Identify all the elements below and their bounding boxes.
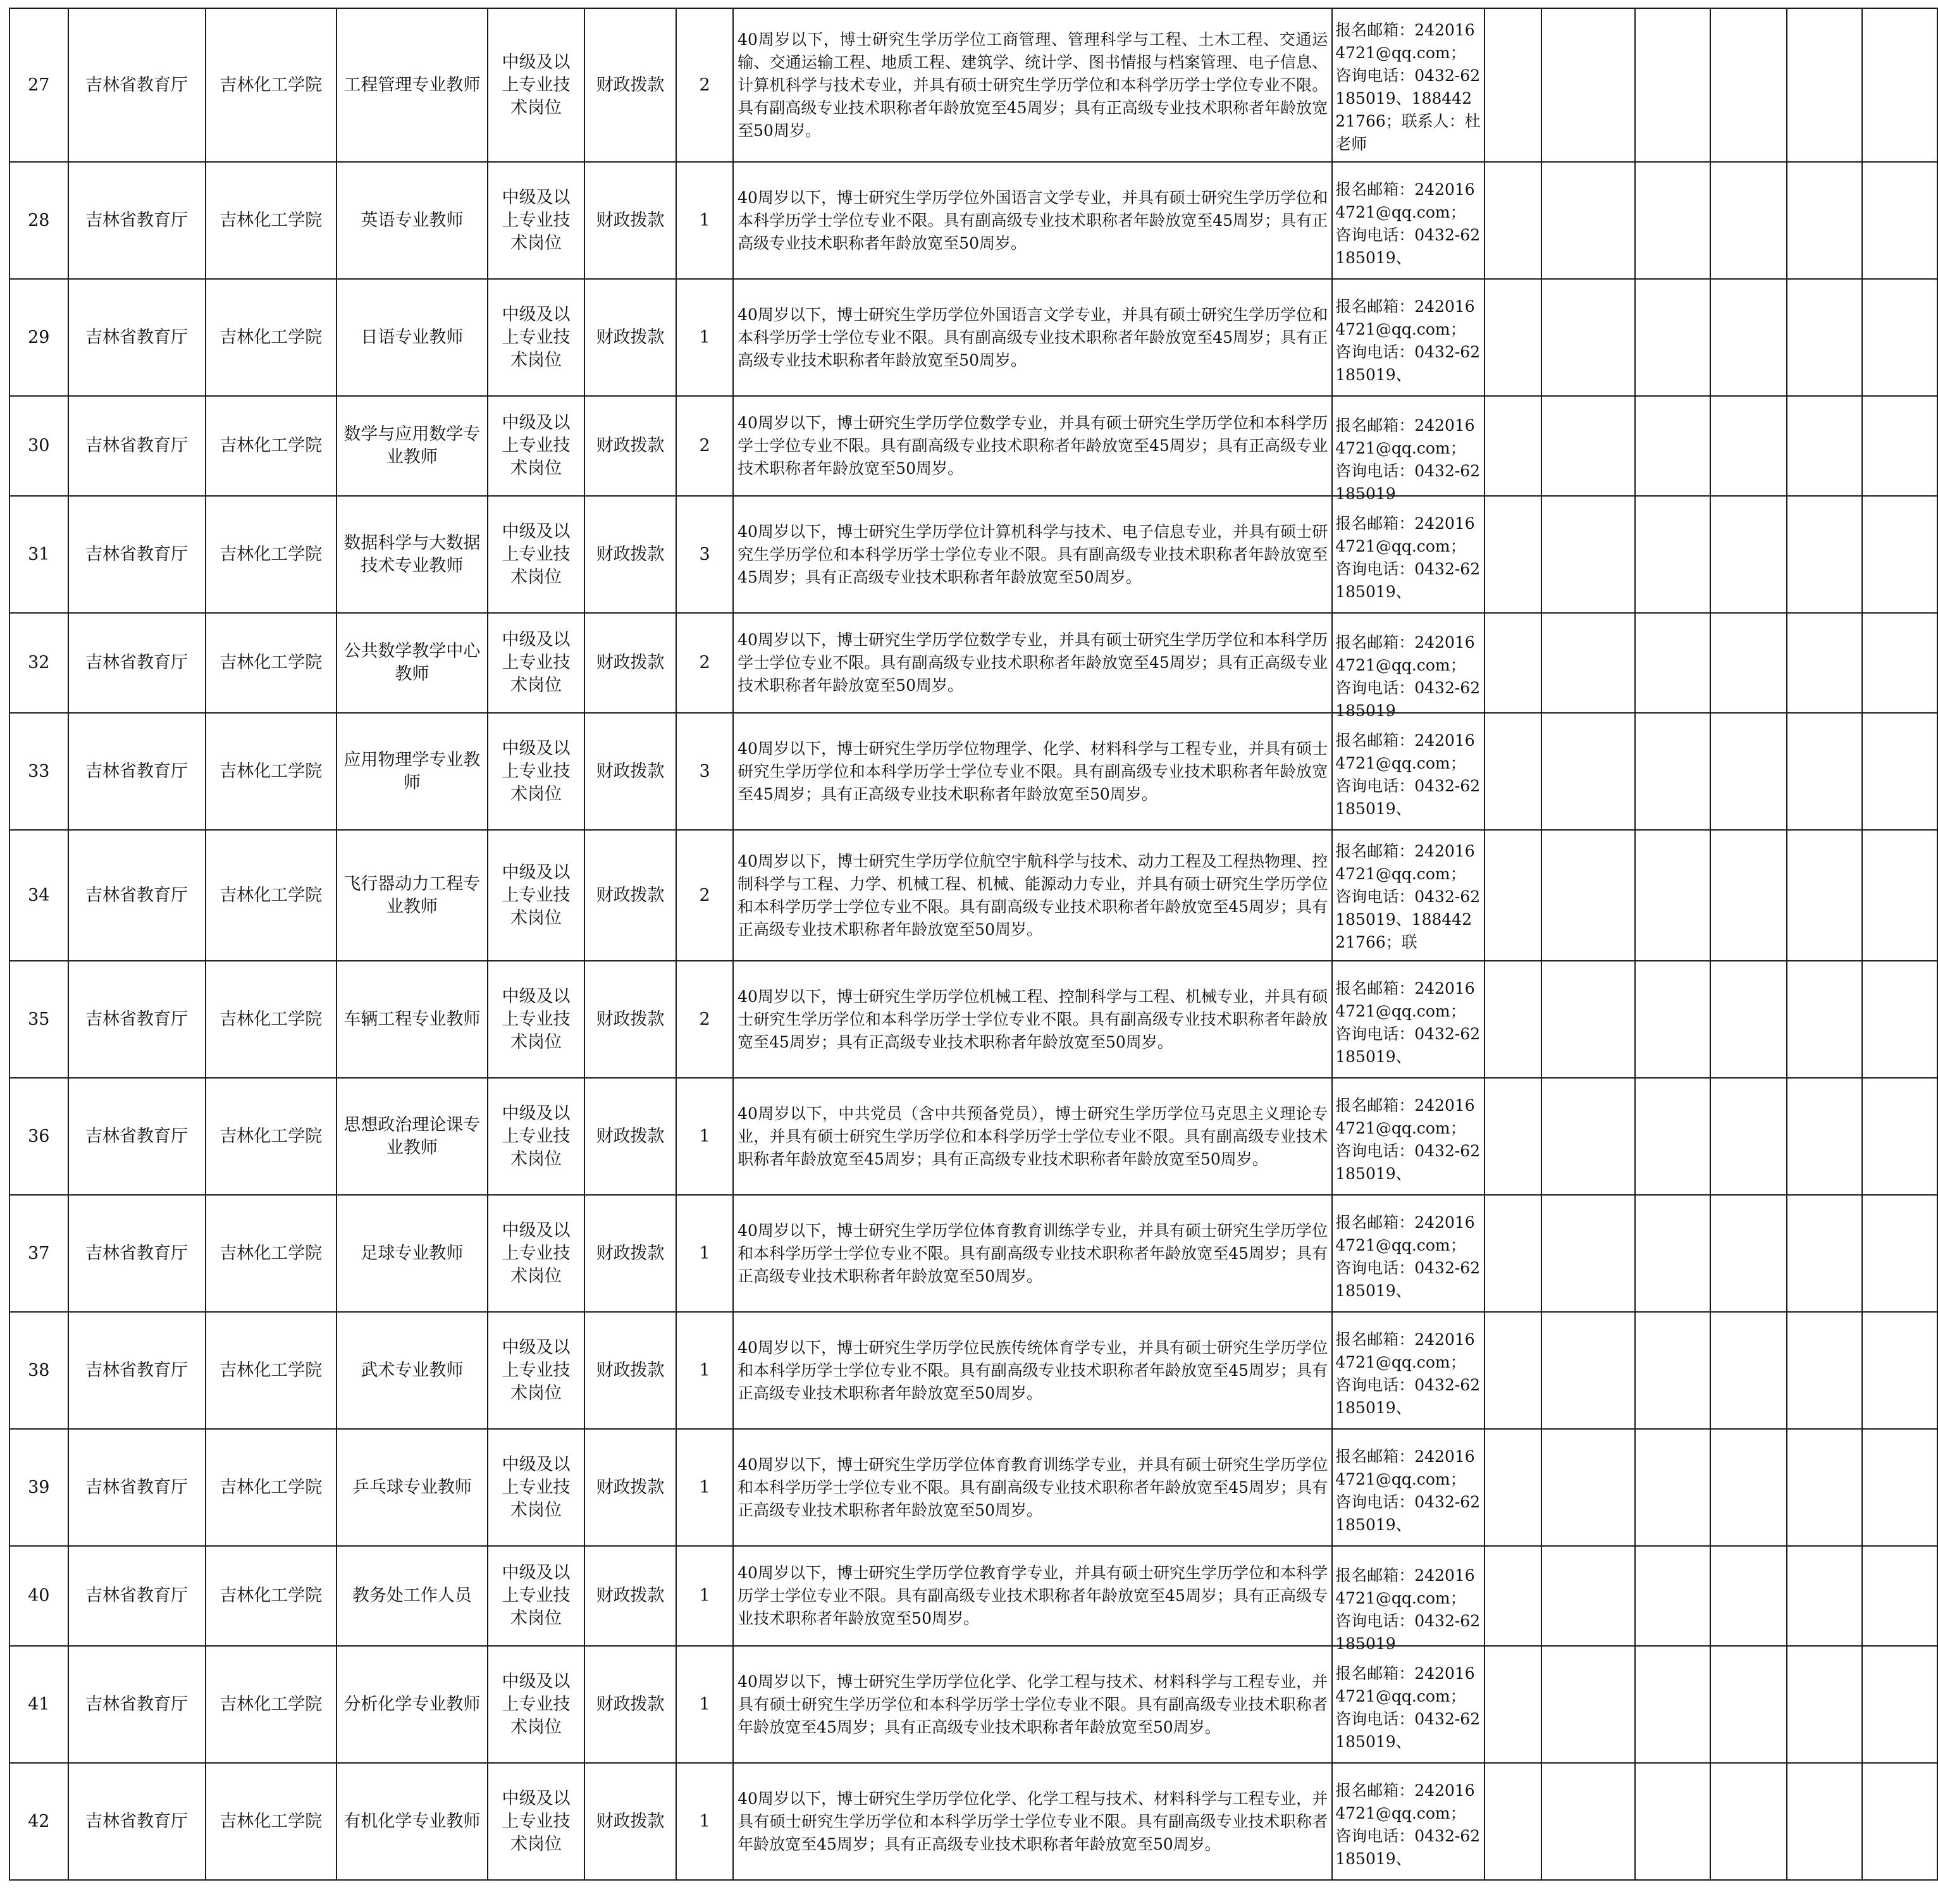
department-cell: 吉林省教育厅	[68, 1546, 206, 1646]
contact-text: 报名邮箱：2420164721@qq.com；咨询电话：0432-62185019	[1335, 633, 1481, 720]
empty-cell	[1787, 1429, 1862, 1546]
requirements-cell: 40周岁以下，博士研究生学历学位机械工程、控制科学与工程、机械专业，并具有硕士研究生学历学位和本科学历学士学位专业不限。具有副高级专业技术职称者年龄放宽至45周岁；具有正高级专业技术职称者年龄放宽至50周岁。	[733, 961, 1332, 1078]
position-level-cell: 中级及以上专业技术岗位	[488, 713, 584, 830]
table-row	[9, 961, 1937, 1078]
contact-cell	[1332, 1763, 1484, 1880]
empty-cell	[1484, 1312, 1541, 1429]
position-level-cell: 中级及以上专业技术岗位	[488, 1546, 584, 1646]
contact-text: 报名邮箱：2420164721@qq.com；咨询电话：0432-62185019	[1335, 416, 1481, 503]
empty-cell	[1484, 396, 1541, 496]
empty-cell	[1484, 8, 1541, 162]
headcount-cell: 3	[676, 713, 733, 830]
department-cell: 吉林省教育厅	[68, 961, 206, 1078]
funding-type-cell: 财政拨款	[584, 961, 676, 1078]
contact-cell	[1332, 1312, 1484, 1429]
empty-cell	[1635, 1195, 1710, 1312]
employer-cell: 吉林化工学院	[206, 1646, 336, 1763]
funding-type-cell: 财政拨款	[584, 713, 676, 830]
empty-cell	[1635, 162, 1710, 279]
position-name-cell: 飞行器动力工程专业教师	[336, 830, 488, 961]
contact-text: 报名邮箱：2420164721@qq.com；咨询电话：0432-62185019、	[1335, 979, 1481, 1066]
headcount-cell: 1	[676, 1763, 733, 1880]
position-name-cell: 车辆工程专业教师	[336, 961, 488, 1078]
empty-cell	[1710, 613, 1787, 713]
position-level-cell: 中级及以上专业技术岗位	[488, 162, 584, 279]
department-cell: 吉林省教育厅	[68, 713, 206, 830]
contact-cell	[1332, 1195, 1484, 1312]
empty-cell	[1787, 496, 1862, 613]
funding-type-cell: 财政拨款	[584, 1429, 676, 1546]
funding-type-cell: 财政拨款	[584, 396, 676, 496]
employer-cell: 吉林化工学院	[206, 1078, 336, 1195]
funding-type-cell: 财政拨款	[584, 1312, 676, 1429]
empty-cell	[1484, 1429, 1541, 1546]
row-number: 37	[9, 1195, 68, 1312]
empty-cell	[1484, 613, 1541, 713]
empty-cell	[1541, 162, 1635, 279]
recruitment-table	[9, 8, 1938, 1881]
empty-cell	[1862, 713, 1937, 830]
employer-cell: 吉林化工学院	[206, 162, 336, 279]
headcount-cell: 1	[676, 1312, 733, 1429]
employer-cell: 吉林化工学院	[206, 713, 336, 830]
contact-text: 报名邮箱：2420164721@qq.com；咨询电话：0432-62185019、	[1335, 514, 1481, 601]
row-number: 27	[9, 8, 68, 162]
employer-cell: 吉林化工学院	[206, 830, 336, 961]
contact-cell	[1332, 713, 1484, 830]
empty-cell	[1541, 496, 1635, 613]
department-cell: 吉林省教育厅	[68, 396, 206, 496]
empty-cell	[1541, 1078, 1635, 1195]
requirements-cell: 40周岁以下，博士研究生学历学位化学、化学工程与技术、材料科学与工程专业，并具有硕士研究生学历学位和本科学历学士学位专业不限。具有副高级专业技术职称者年龄放宽至45周岁；具有正高级专业技术职称者年龄放宽至50周岁。	[733, 1646, 1332, 1763]
empty-cell	[1862, 396, 1937, 496]
empty-cell	[1541, 1546, 1635, 1646]
employer-cell: 吉林化工学院	[206, 496, 336, 613]
position-level-cell: 中级及以上专业技术岗位	[488, 1195, 584, 1312]
requirements-cell: 40周岁以下，博士研究生学历学位民族传统体育学专业，并具有硕士研究生学历学位和本科学历学士学位专业不限。具有副高级专业技术职称者年龄放宽至45周岁；具有正高级专业技术职称者年龄放宽至50周岁。	[733, 1312, 1332, 1429]
position-level-cell: 中级及以上专业技术岗位	[488, 1078, 584, 1195]
funding-type-cell: 财政拨款	[584, 1646, 676, 1763]
empty-cell	[1710, 396, 1787, 496]
empty-cell	[1787, 1078, 1862, 1195]
requirements-cell: 40周岁以下，博士研究生学历学位数学专业，并具有硕士研究生学历学位和本科学历学士学位专业不限。具有副高级专业技术职称者年龄放宽至45周岁；具有正高级专业技术职称者年龄放宽至50周岁。	[733, 613, 1332, 713]
row-number: 31	[9, 496, 68, 613]
position-name-cell: 教务处工作人员	[336, 1546, 488, 1646]
position-level-cell: 中级及以上专业技术岗位	[488, 1429, 584, 1546]
empty-cell	[1710, 1078, 1787, 1195]
requirements-cell: 40周岁以下，博士研究生学历学位教育学专业，并具有硕士研究生学历学位和本科学历学士学位专业不限。具有副高级专业技术职称者年龄放宽至45周岁；具有正高级专业技术职称者年龄放宽至50周岁。	[733, 1546, 1332, 1646]
row-number: 38	[9, 1312, 68, 1429]
empty-cell	[1635, 8, 1710, 162]
contact-text: 报名邮箱：2420164721@qq.com；咨询电话：0432-62185019	[1335, 1566, 1481, 1653]
empty-cell	[1862, 613, 1937, 713]
employer-cell: 吉林化工学院	[206, 8, 336, 162]
table-row	[9, 496, 1937, 613]
row-number: 36	[9, 1078, 68, 1195]
empty-cell	[1787, 279, 1862, 396]
position-name-cell: 日语专业教师	[336, 279, 488, 396]
headcount-cell: 2	[676, 830, 733, 961]
empty-cell	[1862, 1646, 1937, 1763]
headcount-cell: 1	[676, 1646, 733, 1763]
contact-text: 报名邮箱：2420164721@qq.com；咨询电话：0432-62185019、	[1335, 1096, 1481, 1183]
empty-cell	[1787, 162, 1862, 279]
empty-cell	[1484, 496, 1541, 613]
employer-cell: 吉林化工学院	[206, 1429, 336, 1546]
empty-cell	[1710, 1429, 1787, 1546]
contact-text: 报名邮箱：2420164721@qq.com；咨询电话：0432-62185019、	[1335, 1781, 1481, 1868]
funding-type-cell: 财政拨款	[584, 613, 676, 713]
position-level-cell: 中级及以上专业技术岗位	[488, 396, 584, 496]
position-name-cell: 乒乓球专业教师	[336, 1429, 488, 1546]
requirements-cell: 40周岁以下，博士研究生学历学位物理学、化学、材料科学与工程专业，并具有硕士研究生学历学位和本科学历学士学位专业不限。具有副高级专业技术职称者年龄放宽至45周岁；具有正高级专业技术职称者年龄放宽至50周岁。	[733, 713, 1332, 830]
requirements-cell: 40周岁以下，博士研究生学历学位体育教育训练学专业，并具有硕士研究生学历学位和本科学历学士学位专业不限。具有副高级专业技术职称者年龄放宽至45周岁；具有正高级专业技术职称者年龄放宽至50周岁。	[733, 1429, 1332, 1546]
headcount-cell: 2	[676, 613, 733, 713]
headcount-cell: 1	[676, 1195, 733, 1312]
position-name-cell: 足球专业教师	[336, 1195, 488, 1312]
empty-cell	[1635, 961, 1710, 1078]
row-number: 33	[9, 713, 68, 830]
empty-cell	[1635, 1763, 1710, 1880]
empty-cell	[1710, 1646, 1787, 1763]
empty-cell	[1541, 961, 1635, 1078]
position-level-cell: 中级及以上专业技术岗位	[488, 961, 584, 1078]
empty-cell	[1484, 162, 1541, 279]
funding-type-cell: 财政拨款	[584, 1195, 676, 1312]
row-number: 41	[9, 1646, 68, 1763]
department-cell: 吉林省教育厅	[68, 830, 206, 961]
empty-cell	[1787, 713, 1862, 830]
empty-cell	[1635, 1429, 1710, 1546]
position-name-cell: 分析化学专业教师	[336, 1646, 488, 1763]
empty-cell	[1787, 961, 1862, 1078]
empty-cell	[1787, 1546, 1862, 1646]
table-row	[9, 162, 1937, 279]
position-name-cell: 思想政治理论课专业教师	[336, 1078, 488, 1195]
empty-cell	[1541, 830, 1635, 961]
department-cell: 吉林省教育厅	[68, 1646, 206, 1763]
position-name-cell: 数学与应用数学专业教师	[336, 396, 488, 496]
empty-cell	[1862, 1763, 1937, 1880]
empty-cell	[1541, 713, 1635, 830]
department-cell: 吉林省教育厅	[68, 1312, 206, 1429]
requirements-cell: 40周岁以下，博士研究生学历学位化学、化学工程与技术、材料科学与工程专业，并具有硕士研究生学历学位和本科学历学士学位专业不限。具有副高级专业技术职称者年龄放宽至45周岁；具有正高级专业技术职称者年龄放宽至50周岁。	[733, 1763, 1332, 1880]
empty-cell	[1710, 1763, 1787, 1880]
requirements-cell: 40周岁以下，博士研究生学历学位数学专业，并具有硕士研究生学历学位和本科学历学士学位专业不限。具有副高级专业技术职称者年龄放宽至45周岁；具有正高级专业技术职称者年龄放宽至50周岁。	[733, 396, 1332, 496]
table-row	[9, 1429, 1937, 1546]
contact-cell	[1332, 830, 1484, 961]
requirements-cell: 40周岁以下，博士研究生学历学位体育教育训练学专业，并具有硕士研究生学历学位和本科学历学士学位专业不限。具有副高级专业技术职称者年龄放宽至45周岁；具有正高级专业技术职称者年龄放宽至50周岁。	[733, 1195, 1332, 1312]
row-number: 28	[9, 162, 68, 279]
empty-cell	[1541, 613, 1635, 713]
employer-cell: 吉林化工学院	[206, 613, 336, 713]
contact-cell	[1332, 613, 1484, 720]
position-name-cell: 数据科学与大数据技术专业教师	[336, 496, 488, 613]
table-row	[9, 8, 1937, 162]
position-level-cell: 中级及以上专业技术岗位	[488, 613, 584, 713]
empty-cell	[1710, 496, 1787, 613]
empty-cell	[1635, 1312, 1710, 1429]
requirements-cell: 40周岁以下，博士研究生学历学位计算机科学与技术、电子信息专业，并具有硕士研究生学历学位和本科学历学士学位专业不限。具有副高级专业技术职称者年龄放宽至45周岁；具有正高级专业技术职称者年龄放宽至50周岁。	[733, 496, 1332, 613]
empty-cell	[1787, 396, 1862, 496]
contact-cell	[1332, 1546, 1484, 1653]
headcount-cell: 2	[676, 961, 733, 1078]
department-cell: 吉林省教育厅	[68, 1195, 206, 1312]
department-cell: 吉林省教育厅	[68, 1078, 206, 1195]
position-level-cell: 中级及以上专业技术岗位	[488, 830, 584, 961]
contact-text: 报名邮箱：2420164721@qq.com；咨询电话：0432-62185019、	[1335, 1664, 1481, 1751]
empty-cell	[1787, 8, 1862, 162]
position-name-cell: 武术专业教师	[336, 1312, 488, 1429]
empty-cell	[1710, 162, 1787, 279]
row-number: 30	[9, 396, 68, 496]
requirements-cell: 40周岁以下，博士研究生学历学位航空宇航科学与技术、动力工程及工程热物理、控制科学与工程、力学、机械工程、机械、能源动力专业，并具有硕士研究生学历学位和本科学历学士学位专业不限。具有副高级专业技术职称者年龄放宽至45周岁；具有正高级专业技术职称者年龄放宽至50周岁。	[733, 830, 1332, 961]
contact-cell	[1332, 961, 1484, 1078]
empty-cell	[1635, 496, 1710, 613]
employer-cell: 吉林化工学院	[206, 1195, 336, 1312]
empty-cell	[1484, 279, 1541, 396]
table-body	[9, 8, 1937, 1880]
department-cell: 吉林省教育厅	[68, 496, 206, 613]
contact-cell	[1332, 1646, 1484, 1763]
empty-cell	[1710, 1312, 1787, 1429]
table-row	[9, 1646, 1937, 1763]
empty-cell	[1787, 1763, 1862, 1880]
position-name-cell: 应用物理学专业教师	[336, 713, 488, 830]
headcount-cell: 2	[676, 8, 733, 162]
empty-cell	[1710, 1546, 1787, 1646]
department-cell: 吉林省教育厅	[68, 279, 206, 396]
table-row	[9, 1546, 1937, 1646]
empty-cell	[1862, 1312, 1937, 1429]
empty-cell	[1484, 1078, 1541, 1195]
contact-text: 报名邮箱：2420164721@qq.com；咨询电话：0432-62185019、18844221766；联	[1335, 842, 1481, 951]
empty-cell	[1541, 279, 1635, 396]
requirements-cell: 40周岁以下，中共党员（含中共预备党员），博士研究生学历学位马克思主义理论专业，并具有硕士研究生学历学位和本科学历学士学位专业不限。具有副高级专业技术职称者年龄放宽至45周岁；具有正高级专业技术职称者年龄放宽至50周岁。	[733, 1078, 1332, 1195]
headcount-cell: 1	[676, 1546, 733, 1646]
empty-cell	[1635, 830, 1710, 961]
table-row	[9, 1312, 1937, 1429]
contact-cell	[1332, 162, 1484, 279]
empty-cell	[1710, 8, 1787, 162]
empty-cell	[1710, 1195, 1787, 1312]
empty-cell	[1484, 1763, 1541, 1880]
contact-cell	[1332, 396, 1484, 503]
contact-cell	[1332, 1429, 1484, 1546]
position-level-cell: 中级及以上专业技术岗位	[488, 1312, 584, 1429]
table-row	[9, 613, 1937, 713]
funding-type-cell: 财政拨款	[584, 1763, 676, 1880]
position-name-cell: 有机化学专业教师	[336, 1763, 488, 1880]
row-number: 42	[9, 1763, 68, 1880]
funding-type-cell: 财政拨款	[584, 8, 676, 162]
row-number: 39	[9, 1429, 68, 1546]
contact-text: 报名邮箱：2420164721@qq.com；咨询电话：0432-62185019、	[1335, 1447, 1481, 1534]
position-level-cell: 中级及以上专业技术岗位	[488, 8, 584, 162]
row-number: 40	[9, 1546, 68, 1646]
empty-cell	[1484, 713, 1541, 830]
position-level-cell: 中级及以上专业技术岗位	[488, 496, 584, 613]
funding-type-cell: 财政拨款	[584, 162, 676, 279]
empty-cell	[1541, 396, 1635, 496]
funding-type-cell: 财政拨款	[584, 1546, 676, 1646]
department-cell: 吉林省教育厅	[68, 162, 206, 279]
contact-cell	[1332, 279, 1484, 396]
empty-cell	[1541, 1763, 1635, 1880]
funding-type-cell: 财政拨款	[584, 496, 676, 613]
empty-cell	[1541, 8, 1635, 162]
empty-cell	[1541, 1646, 1635, 1763]
empty-cell	[1484, 830, 1541, 961]
contact-text: 报名邮箱：2420164721@qq.com；咨询电话：0432-62185019、	[1335, 1213, 1481, 1300]
employer-cell: 吉林化工学院	[206, 1763, 336, 1880]
empty-cell	[1635, 396, 1710, 496]
empty-cell	[1862, 961, 1937, 1078]
empty-cell	[1635, 1646, 1710, 1763]
table-row	[9, 1763, 1937, 1880]
funding-type-cell: 财政拨款	[584, 1078, 676, 1195]
empty-cell	[1484, 1646, 1541, 1763]
table-row	[9, 396, 1937, 496]
empty-cell	[1862, 830, 1937, 961]
empty-cell	[1710, 713, 1787, 830]
requirements-cell: 40周岁以下，博士研究生学历学位工商管理、管理科学与工程、土木工程、交通运输、交通运输工程、地质工程、建筑学、统计学、图书情报与档案管理、电子信息、计算机科学与技术专业，并具有硕士研究生学历学位和本科学历学士学位专业不限。具有副高级专业技术职称者年龄放宽至45周岁；具有正高级专业技术职称者年龄放宽至50周岁。	[733, 8, 1332, 162]
position-level-cell: 中级及以上专业技术岗位	[488, 1646, 584, 1763]
employer-cell: 吉林化工学院	[206, 1312, 336, 1429]
empty-cell	[1710, 279, 1787, 396]
empty-cell	[1862, 1195, 1937, 1312]
empty-cell	[1541, 1195, 1635, 1312]
empty-cell	[1710, 961, 1787, 1078]
row-number: 34	[9, 830, 68, 961]
table-row	[9, 1195, 1937, 1312]
empty-cell	[1635, 1546, 1710, 1646]
funding-type-cell: 财政拨款	[584, 279, 676, 396]
contact-cell	[1332, 8, 1484, 162]
employer-cell: 吉林化工学院	[206, 396, 336, 496]
table-row	[9, 1078, 1937, 1195]
empty-cell	[1541, 1429, 1635, 1546]
table-row	[9, 830, 1937, 961]
empty-cell	[1484, 961, 1541, 1078]
funding-type-cell: 财政拨款	[584, 830, 676, 961]
empty-cell	[1787, 613, 1862, 713]
row-number: 29	[9, 279, 68, 396]
requirements-cell: 40周岁以下，博士研究生学历学位外国语言文学专业，并具有硕士研究生学历学位和本科学历学士学位专业不限。具有副高级专业技术职称者年龄放宽至45周岁；具有正高级专业技术职称者年龄放宽至50周岁。	[733, 279, 1332, 396]
table-row	[9, 713, 1937, 830]
department-cell: 吉林省教育厅	[68, 1429, 206, 1546]
contact-text: 报名邮箱：2420164721@qq.com；咨询电话：0432-62185019、	[1335, 297, 1481, 384]
employer-cell: 吉林化工学院	[206, 279, 336, 396]
contact-cell	[1332, 496, 1484, 613]
row-number: 35	[9, 961, 68, 1078]
headcount-cell: 1	[676, 162, 733, 279]
empty-cell	[1862, 279, 1937, 396]
row-number: 32	[9, 613, 68, 713]
position-name-cell: 工程管理专业教师	[336, 8, 488, 162]
empty-cell	[1635, 713, 1710, 830]
requirements-cell: 40周岁以下，博士研究生学历学位外国语言文学专业，并具有硕士研究生学历学位和本科学历学士学位专业不限。具有副高级专业技术职称者年龄放宽至45周岁；具有正高级专业技术职称者年龄放宽至50周岁。	[733, 162, 1332, 279]
empty-cell	[1862, 162, 1937, 279]
empty-cell	[1787, 1195, 1862, 1312]
empty-cell	[1862, 1429, 1937, 1546]
headcount-cell: 3	[676, 496, 733, 613]
position-name-cell: 公共数学教学中心教师	[336, 613, 488, 713]
contact-text: 报名邮箱：2420164721@qq.com；咨询电话：0432-62185019、	[1335, 180, 1481, 267]
contact-text: 报名邮箱：2420164721@qq.com；咨询电话：0432-62185019、	[1335, 731, 1481, 818]
empty-cell	[1862, 8, 1937, 162]
position-name-cell: 英语专业教师	[336, 162, 488, 279]
headcount-cell: 1	[676, 279, 733, 396]
empty-cell	[1787, 1312, 1862, 1429]
empty-cell	[1862, 1546, 1937, 1646]
contact-text: 报名邮箱：2420164721@qq.com；咨询电话：0432-62185019、18844221766；联系人：杜老师	[1335, 21, 1481, 153]
empty-cell	[1484, 1546, 1541, 1646]
contact-text: 报名邮箱：2420164721@qq.com；咨询电话：0432-62185019、	[1335, 1330, 1481, 1417]
empty-cell	[1862, 1078, 1937, 1195]
employer-cell: 吉林化工学院	[206, 961, 336, 1078]
empty-cell	[1787, 1646, 1862, 1763]
empty-cell	[1635, 613, 1710, 713]
headcount-cell: 1	[676, 1078, 733, 1195]
department-cell: 吉林省教育厅	[68, 613, 206, 713]
position-level-cell: 中级及以上专业技术岗位	[488, 1763, 584, 1880]
headcount-cell: 1	[676, 1429, 733, 1546]
table-row	[9, 279, 1937, 396]
empty-cell	[1635, 279, 1710, 396]
empty-cell	[1862, 496, 1937, 613]
department-cell: 吉林省教育厅	[68, 1763, 206, 1880]
contact-cell	[1332, 1078, 1484, 1195]
empty-cell	[1635, 1078, 1710, 1195]
headcount-cell: 2	[676, 396, 733, 496]
department-cell: 吉林省教育厅	[68, 8, 206, 162]
empty-cell	[1484, 1195, 1541, 1312]
employer-cell: 吉林化工学院	[206, 1546, 336, 1646]
empty-cell	[1787, 830, 1862, 961]
empty-cell	[1710, 830, 1787, 961]
position-level-cell: 中级及以上专业技术岗位	[488, 279, 584, 396]
empty-cell	[1541, 1312, 1635, 1429]
